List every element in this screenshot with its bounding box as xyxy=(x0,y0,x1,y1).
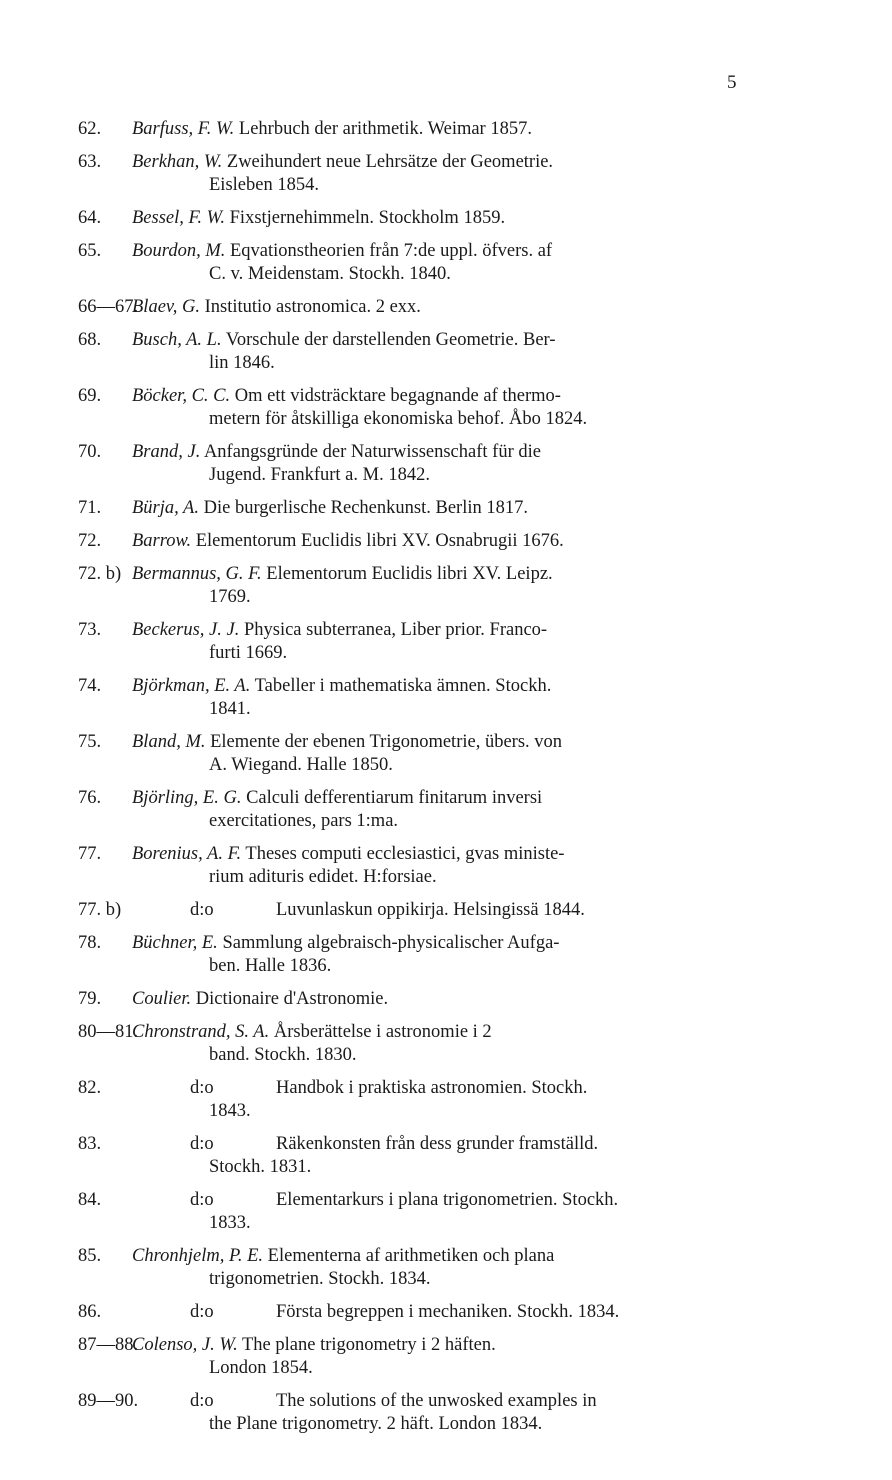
catalog-entry xyxy=(0,563,892,609)
entry-number: 85. xyxy=(78,1246,102,1266)
entry-continuation-line: 1841. xyxy=(209,699,251,719)
entry-continuation-line: trigonometrien. Stockh. 1834. xyxy=(209,1269,431,1289)
entry-first-line xyxy=(132,1334,762,1357)
page-number: 5 xyxy=(727,72,737,93)
entry-title: Elementorum Euclidis libri XV. Leipz. xyxy=(261,564,553,584)
entry-author: Berkhan, W. xyxy=(132,152,223,172)
entry-title: Calculi defferentiarum finitarum inversi xyxy=(241,788,543,808)
catalog-entry xyxy=(0,731,892,777)
catalog-entry xyxy=(0,530,892,553)
entry-author: Bland, M. xyxy=(132,732,206,752)
entry-number: 79. xyxy=(78,989,102,1009)
ditto-mark: d:o xyxy=(190,900,214,920)
entry-first-line xyxy=(132,118,762,141)
catalog-entry xyxy=(0,787,892,833)
entry-author: Chronhjelm, P. E. xyxy=(132,1246,264,1266)
ditto-mark: d:o xyxy=(190,1190,214,1210)
catalog-entry xyxy=(0,1334,892,1380)
entry-title: Vorschule der darstellenden Geometrie. Ber- xyxy=(221,330,556,350)
entry-first-line xyxy=(130,899,892,922)
entry-first-line xyxy=(132,843,762,866)
entry-number: 68. xyxy=(78,330,102,350)
entry-author: Björling, E. G. xyxy=(132,788,242,808)
entry-title: Physica subterranea, Liber prior. Franco- xyxy=(239,620,548,640)
entry-continuation-line: rium adituris edidet. H:forsiae. xyxy=(209,867,437,887)
catalog-entry xyxy=(0,675,892,721)
entry-first-line xyxy=(132,530,762,553)
entry-first-line xyxy=(132,1245,762,1268)
ditto-mark: d:o xyxy=(190,1078,214,1098)
entry-continuation-line: London 1854. xyxy=(209,1358,313,1378)
entry-continuation-line: Eisleben 1854. xyxy=(209,175,319,195)
catalog-entry xyxy=(0,118,892,141)
entry-title: Eqvationstheorien från 7:de uppl. öfvers. af xyxy=(225,241,553,261)
entry-first-line xyxy=(132,240,762,263)
entry-number: 83. xyxy=(78,1134,102,1154)
entry-number: 63. xyxy=(78,152,102,172)
entry-continuation-line: 1833. xyxy=(209,1213,251,1233)
entry-title: Årsberättelse i astronomie i 2 xyxy=(269,1022,492,1042)
entry-author: Chronstrand, S. A. xyxy=(132,1022,270,1042)
catalog-entry xyxy=(0,441,892,487)
catalog-entry xyxy=(0,932,892,978)
catalog-entry xyxy=(0,619,892,665)
entry-title: Elemente der ebenen Trigonometrie, übers. von xyxy=(205,732,563,752)
entry-title: Institutio astronomica. 2 exx. xyxy=(199,297,421,317)
entry-title: Anfangsgründe der Naturwissenschaft für die xyxy=(200,442,541,462)
entry-title: Elementarkurs i plana trigonometrien. Stockh. xyxy=(276,1190,619,1210)
entry-title: Tabeller i mathematiska ämnen. Stockh. xyxy=(250,676,552,696)
entry-title: Dictionaire d'Astronomie. xyxy=(191,989,389,1009)
entry-number: 87—88. xyxy=(78,1335,139,1355)
entry-continuation-line: 1843. xyxy=(209,1101,251,1121)
entry-title: Sammlung algebraisch-physicalischer Aufga- xyxy=(217,933,560,953)
entry-title: Räkenkonsten från dess grunder framställd. xyxy=(276,1134,599,1154)
entry-number: 74. xyxy=(78,676,102,696)
entry-first-line xyxy=(132,787,762,810)
entry-title: Elementorum Euclidis libri XV. Osnabrugii 1676. xyxy=(191,531,564,551)
ditto-mark: d:o xyxy=(190,1134,214,1154)
catalog-entry xyxy=(0,1189,892,1235)
catalog-entry xyxy=(0,329,892,375)
entry-first-line xyxy=(132,563,762,586)
entry-title: The plane trigonometry i 2 häften. xyxy=(237,1335,496,1355)
entry-first-line xyxy=(132,329,762,352)
entry-continuation-line: exercitationes, pars 1:ma. xyxy=(209,811,399,831)
entry-first-line xyxy=(132,151,762,174)
entry-author: Beckerus, J. J. xyxy=(132,620,240,640)
entry-number: 77. xyxy=(78,844,102,864)
entry-author: Bürja, A. xyxy=(132,498,199,518)
entry-first-line xyxy=(132,619,762,642)
entry-number: 89—90. xyxy=(78,1391,139,1411)
catalog-entry xyxy=(0,988,892,1011)
entry-continuation-line: band. Stockh. 1830. xyxy=(209,1045,357,1065)
entry-title: Första begreppen i mechaniken. Stockh. 1834. xyxy=(276,1302,620,1322)
entry-title: Die burgerlische Rechenkunst. Berlin 1817. xyxy=(198,498,528,518)
entry-first-line xyxy=(132,207,762,230)
entry-number: 66—67. xyxy=(78,297,139,317)
entry-author: Bessel, F. W. xyxy=(132,208,226,228)
ditto-mark: d:o xyxy=(190,1391,214,1411)
entry-continuation-line: lin 1846. xyxy=(209,353,275,373)
entry-number: 78. xyxy=(78,933,102,953)
entry-continuation-line: the Plane trigonometry. 2 häft. London 1834. xyxy=(209,1414,543,1434)
entry-first-line xyxy=(130,1189,892,1212)
entry-number: 69. xyxy=(78,386,102,406)
entry-continuation-line: Jugend. Frankfurt a. M. 1842. xyxy=(209,465,430,485)
entry-first-line xyxy=(132,988,762,1011)
entry-continuation-line: ben. Halle 1836. xyxy=(209,956,332,976)
catalog-entry xyxy=(0,1077,892,1123)
entry-first-line xyxy=(132,675,762,698)
entry-number: 75. xyxy=(78,732,102,752)
entry-continuation-line: metern för åtskilliga ekonomiska behof. Åbo 1824. xyxy=(209,409,588,429)
catalog-entry xyxy=(0,207,892,230)
entry-author: Björkman, E. A. xyxy=(132,676,251,696)
catalog-entry xyxy=(0,843,892,889)
entry-continuation-line: Stockh. 1831. xyxy=(209,1157,312,1177)
entry-first-line xyxy=(130,1133,892,1156)
entry-author: Bermannus, G. F. xyxy=(132,564,262,584)
entry-author: Blaev, G. xyxy=(132,297,200,317)
catalog-entry xyxy=(0,151,892,197)
entry-author: Brand, J. xyxy=(132,442,201,462)
entry-first-line xyxy=(132,1021,762,1044)
entry-author: Böcker, C. C. xyxy=(132,386,231,406)
entry-title: Theses computi ecclesiastici, gvas ministe- xyxy=(241,844,565,864)
entry-number: 72. xyxy=(78,531,102,551)
entry-number: 71. xyxy=(78,498,102,518)
entry-first-line xyxy=(132,932,762,955)
entry-title: The solutions of the unwosked examples in xyxy=(276,1391,597,1411)
entry-title: Handbok i praktiska astronomien. Stockh. xyxy=(276,1078,588,1098)
entry-author: Borenius, A. F. xyxy=(132,844,242,864)
entry-title: Fixstjernehimmeln. Stockholm 1859. xyxy=(225,208,506,228)
entry-title: Lehrbuch der arithmetik. Weimar 1857. xyxy=(234,119,532,139)
entry-first-line xyxy=(130,1301,892,1324)
entry-title: Luvunlaskun oppikirja. Helsingissä 1844. xyxy=(276,900,585,920)
entry-number: 84. xyxy=(78,1190,102,1210)
entry-author: Barrow. xyxy=(132,531,192,551)
catalog-entries xyxy=(0,118,892,1446)
entry-number: 70. xyxy=(78,442,102,462)
catalog-entry xyxy=(0,1245,892,1291)
catalog-entry xyxy=(0,240,892,286)
entry-continuation-line: furti 1669. xyxy=(209,643,288,663)
entry-number: 62. xyxy=(78,119,102,139)
entry-author: Coulier. xyxy=(132,989,192,1009)
entry-continuation-line: 1769. xyxy=(209,587,251,607)
entry-number: 64. xyxy=(78,208,102,228)
entry-first-line xyxy=(132,296,762,319)
entry-number: 82. xyxy=(78,1078,102,1098)
entry-author: Barfuss, F. W. xyxy=(132,119,235,139)
entry-number: 76. xyxy=(78,788,102,808)
entry-first-line xyxy=(132,385,762,408)
entry-first-line xyxy=(132,441,762,464)
catalog-entry xyxy=(0,1390,892,1436)
ditto-mark: d:o xyxy=(190,1302,214,1322)
entry-title: Elementerna af arithmetiken och plana xyxy=(263,1246,555,1266)
entry-first-line xyxy=(132,731,762,754)
entry-number: 73. xyxy=(78,620,102,640)
entry-author: Busch, A. L. xyxy=(132,330,222,350)
entry-title: Zweihundert neue Lehrsätze der Geometrie. xyxy=(222,152,554,172)
entry-number: 65. xyxy=(78,241,102,261)
entry-continuation-line: A. Wiegand. Halle 1850. xyxy=(209,755,393,775)
entry-number: 77. b) xyxy=(78,900,122,920)
catalog-entry xyxy=(0,296,892,319)
entry-title: Om ett vidsträcktare begagnande af thermo- xyxy=(230,386,561,406)
entry-number: 72. b) xyxy=(78,564,122,584)
entry-number: 86. xyxy=(78,1302,102,1322)
entry-author: Colenso, J. W. xyxy=(132,1335,238,1355)
entry-first-line xyxy=(130,1077,892,1100)
catalog-entry xyxy=(0,385,892,431)
catalog-entry xyxy=(0,1021,892,1067)
catalog-entry xyxy=(0,1133,892,1179)
catalog-entry xyxy=(0,1301,892,1324)
entry-first-line xyxy=(132,497,762,520)
entry-author: Bourdon, M. xyxy=(132,241,226,261)
catalog-entry xyxy=(0,899,892,922)
entry-number: 80—81. xyxy=(78,1022,139,1042)
catalog-entry xyxy=(0,497,892,520)
entry-continuation-line: C. v. Meidenstam. Stockh. 1840. xyxy=(209,264,451,284)
entry-first-line xyxy=(130,1390,892,1413)
entry-author: Büchner, E. xyxy=(132,933,218,953)
